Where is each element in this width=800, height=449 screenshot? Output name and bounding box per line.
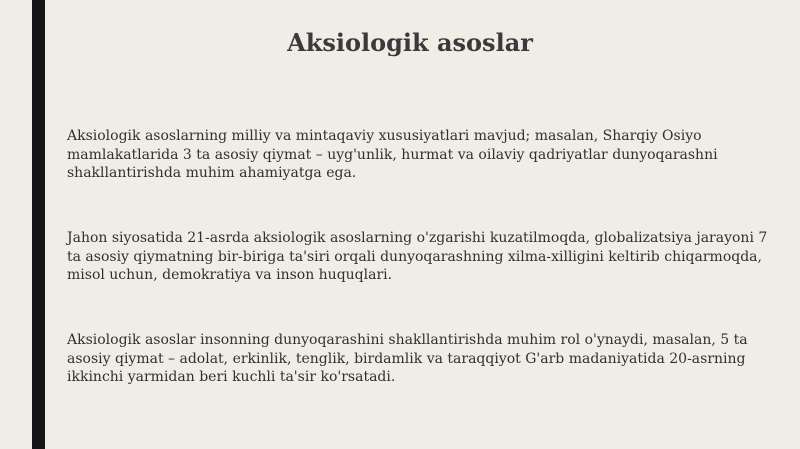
left-accent-bar (32, 0, 45, 449)
paragraph-2: Jahon siyosatida 21-asrda aksiologik asoslarning o'zgarishi kuzatilmoqda, globalizatsiya jarayoni 7 ta asosiy qiymatning bir-biriga ta'siri orqali dunyoqarashning xilma-xilligini keltirib chiqarmoqda, misol uchun, demokratiya va inson huquqlari. (67, 230, 768, 283)
slide-title: Aksiologik asoslar (287, 28, 533, 57)
paragraph-3: Aksiologik asoslar insonning dunyoqarashini shakllantirishda muhim rol o'ynaydi, masalan, 5 ta asosiy qiymat – adolat, erkinlik, tenglik, birdamlik va taraqqiyot G'arb madaniyatida 20-asrning ikkinchi yarmidan beri kuchli ta'sir ko'rsatadi. (67, 332, 748, 385)
paragraph-1: Aksiologik asoslarning milliy va mintaqaviy xususiyatlari mavjud; masalan, Sharqiy Osiyo mamlakatlarida 3 ta asosiy qiymat – uyg'unlik, hurmat va oilaviy qadriyatlar dunyoqarashni shakllantirishda muhim ahamiyatga ega. (67, 128, 718, 181)
